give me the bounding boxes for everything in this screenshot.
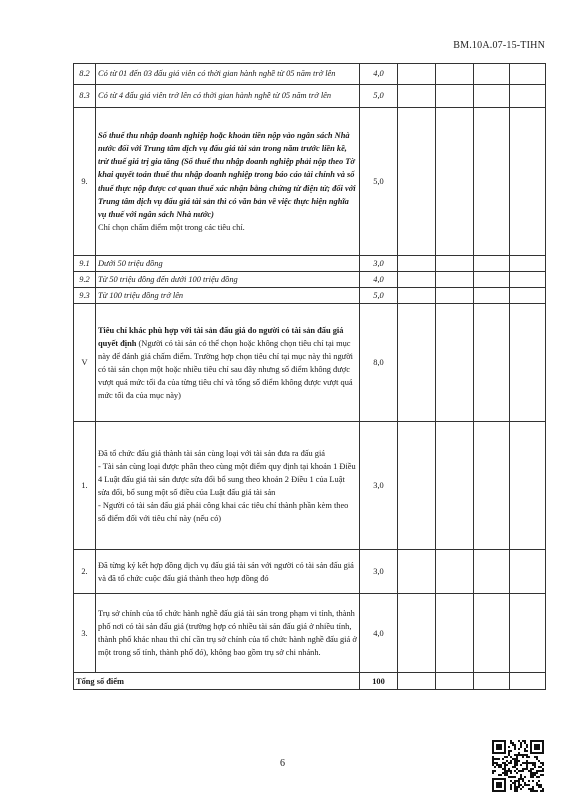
table-row	[74, 550, 546, 594]
score-cell	[474, 673, 510, 690]
table-row	[74, 64, 546, 85]
score-cell	[398, 550, 436, 594]
max-points: 4,0	[360, 594, 398, 673]
score-cell	[474, 64, 510, 85]
score-cell	[510, 108, 546, 256]
criterion-text: Trụ sở chính của tổ chức hành nghề đấu giá tài sản trong phạm vi tỉnh, thành phố nơi có tài sản đấu giá (trường hợp có nhiều tài sản đấu giá ở nhiều tỉnh, thành phố khác nhau thì chỉ cần trụ sở chính của tổ chức hành nghề đấu giá ở một trong số tỉnh, thành phố đó), không bao gồm trụ sở chi nhánh.	[98, 609, 357, 658]
criterion-cell	[96, 108, 360, 256]
criterion-cell	[96, 304, 360, 422]
table-row	[74, 594, 546, 673]
score-cell	[398, 64, 436, 85]
criterion-text: Từ 50 triệu đồng đến dưới 100 triệu đồng	[98, 275, 238, 285]
score-cell	[398, 256, 436, 272]
score-cell	[474, 550, 510, 594]
max-points: 5,0	[360, 85, 398, 108]
table-row	[74, 85, 546, 108]
score-cell	[436, 304, 474, 422]
criterion-heading: Tiêu chí khác phù hợp với tài sản đấu giá do người có tài sản đấu giá quyết định	[98, 325, 344, 348]
criterion-cell	[96, 272, 360, 288]
row-number: 3.	[74, 594, 96, 673]
criterion-text: Đã tổ chức đấu giá thành tài sản cùng loại với tài sản đưa ra đấu giá	[98, 448, 325, 458]
score-cell	[436, 108, 474, 256]
score-cell	[474, 594, 510, 673]
score-cell	[510, 304, 546, 422]
score-cell	[510, 288, 546, 304]
score-cell	[510, 256, 546, 272]
criterion-cell	[96, 422, 360, 550]
criterion-text: Đã từng ký kết hợp đồng dịch vụ đấu giá tài sản với người có tài sản đấu giá và đã tổ chức cuộc đấu giá thành theo hợp đồng đó	[98, 560, 354, 583]
max-points: 3,0	[360, 256, 398, 272]
table-row	[74, 304, 546, 422]
criterion-cell	[96, 256, 360, 272]
criterion-cell	[96, 550, 360, 594]
score-cell	[398, 108, 436, 256]
criterion-subline: - Tài sản cùng loại được phân theo cùng một điểm quy định tại khoản 1 Điều 4 Luật đấu giá tài sản được sửa đổi bổ sung theo khoản 2 Điều 1 của Luật sửa đổi, bổ sung một số điều của Luật đấu giá tài sản	[98, 461, 356, 497]
criterion-text: Dưới 50 triệu đồng	[98, 259, 163, 268]
score-cell	[510, 422, 546, 550]
row-number: 2.	[74, 550, 96, 594]
score-cell	[474, 288, 510, 304]
row-number: 9.1	[74, 256, 96, 272]
score-cell	[510, 272, 546, 288]
score-cell	[398, 422, 436, 550]
criterion-text: Số thuế thu nhập doanh nghiệp hoặc khoản tiền nộp vào ngân sách Nhà nước đối với Trung tâm dịch vụ đấu giá tài sản trong năm trước liền kề, trừ thuế giá trị gia tăng (Số thuế thu nhập doanh nghiệp phải nộp theo Tờ khai quyết toán thuế thu nhập doanh nghiệp trong báo cáo tài chính và số thuế thực nộp được cơ quan thuế xác nhận bằng chứng từ điện tử; đối với Trung tâm dịch vụ đấu giá tài sản thì có văn bản về việc thực hiện nghĩa vụ thuế với ngân sách Nhà nước)	[98, 131, 356, 219]
page-number: 6	[280, 758, 285, 769]
score-cell	[436, 422, 474, 550]
criterion-subline: - Người có tài sản đấu giá phải công khai các tiêu chí thành phần kèm theo số điểm đối với tiêu chí này (nếu có)	[98, 500, 349, 523]
criterion-text: (Người có tài sản có thể chọn hoặc không chọn tiêu chí tại mục này để đánh giá chấm điểm. Trường hợp chọn tiêu chí tại mục này thì người có tài sản chọn một hoặc nhiều tiêu chí sau đây nhưng số điểm không được vượt quá mức tối đa của từng tiêu chí và tổng số điểm không được vượt quá mức tối đa của mục này)	[98, 338, 353, 400]
row-number: 1.	[74, 422, 96, 550]
score-cell	[474, 422, 510, 550]
criterion-cell	[96, 594, 360, 673]
table-row	[74, 272, 546, 288]
score-cell	[474, 108, 510, 256]
score-cell	[510, 85, 546, 108]
score-cell	[436, 272, 474, 288]
score-cell	[436, 550, 474, 594]
score-cell	[474, 304, 510, 422]
score-cell	[436, 594, 474, 673]
max-points: 3,0	[360, 422, 398, 550]
row-number: 9.	[74, 108, 96, 256]
row-number: 8.3	[74, 85, 96, 108]
score-cell	[510, 64, 546, 85]
score-cell	[436, 256, 474, 272]
max-points: 3,0	[360, 550, 398, 594]
score-cell	[474, 256, 510, 272]
score-cell	[436, 673, 474, 690]
row-number: 9.3	[74, 288, 96, 304]
score-cell	[436, 64, 474, 85]
table-row	[74, 422, 546, 550]
table-row	[74, 288, 546, 304]
total-label: Tổng số điểm	[74, 673, 360, 690]
criterion-text: Có từ 01 đến 03 đấu giá viên có thời gian hành nghề từ 05 năm trở lên	[98, 69, 336, 79]
max-points: 4,0	[360, 64, 398, 85]
max-points: 4,0	[360, 272, 398, 288]
row-number: 9.2	[74, 272, 96, 288]
score-cell	[436, 85, 474, 108]
document-code: BM.10A.07-15-TIHN	[453, 40, 545, 51]
total-points: 100	[360, 673, 398, 690]
criterion-text: Có từ 4 đấu giá viên trở lên có thời gian hành nghề từ 05 năm trở lên	[98, 91, 332, 101]
score-cell	[398, 85, 436, 108]
qr-code-icon	[492, 740, 544, 792]
score-cell	[474, 272, 510, 288]
score-cell	[398, 594, 436, 673]
score-cell	[436, 288, 474, 304]
scoring-table	[73, 63, 546, 690]
max-points: 8,0	[360, 304, 398, 422]
score-cell	[474, 85, 510, 108]
criterion-cell	[96, 85, 360, 108]
row-number: 8.2	[74, 64, 96, 85]
score-cell	[398, 272, 436, 288]
score-cell	[398, 304, 436, 422]
max-points: 5,0	[360, 288, 398, 304]
table-row	[74, 256, 546, 272]
score-cell	[510, 550, 546, 594]
score-cell	[398, 288, 436, 304]
score-cell	[510, 673, 546, 690]
score-cell	[398, 673, 436, 690]
score-cell	[510, 594, 546, 673]
max-points: 5,0	[360, 108, 398, 256]
table-row	[74, 108, 546, 256]
total-row	[74, 673, 546, 690]
row-number: V	[74, 304, 96, 422]
criterion-cell	[96, 64, 360, 85]
criterion-text: Từ 100 triệu đồng trở lên	[98, 291, 184, 301]
criterion-note: Chỉ chọn chấm điểm một trong các tiêu chí.	[98, 222, 245, 232]
criterion-cell	[96, 288, 360, 304]
